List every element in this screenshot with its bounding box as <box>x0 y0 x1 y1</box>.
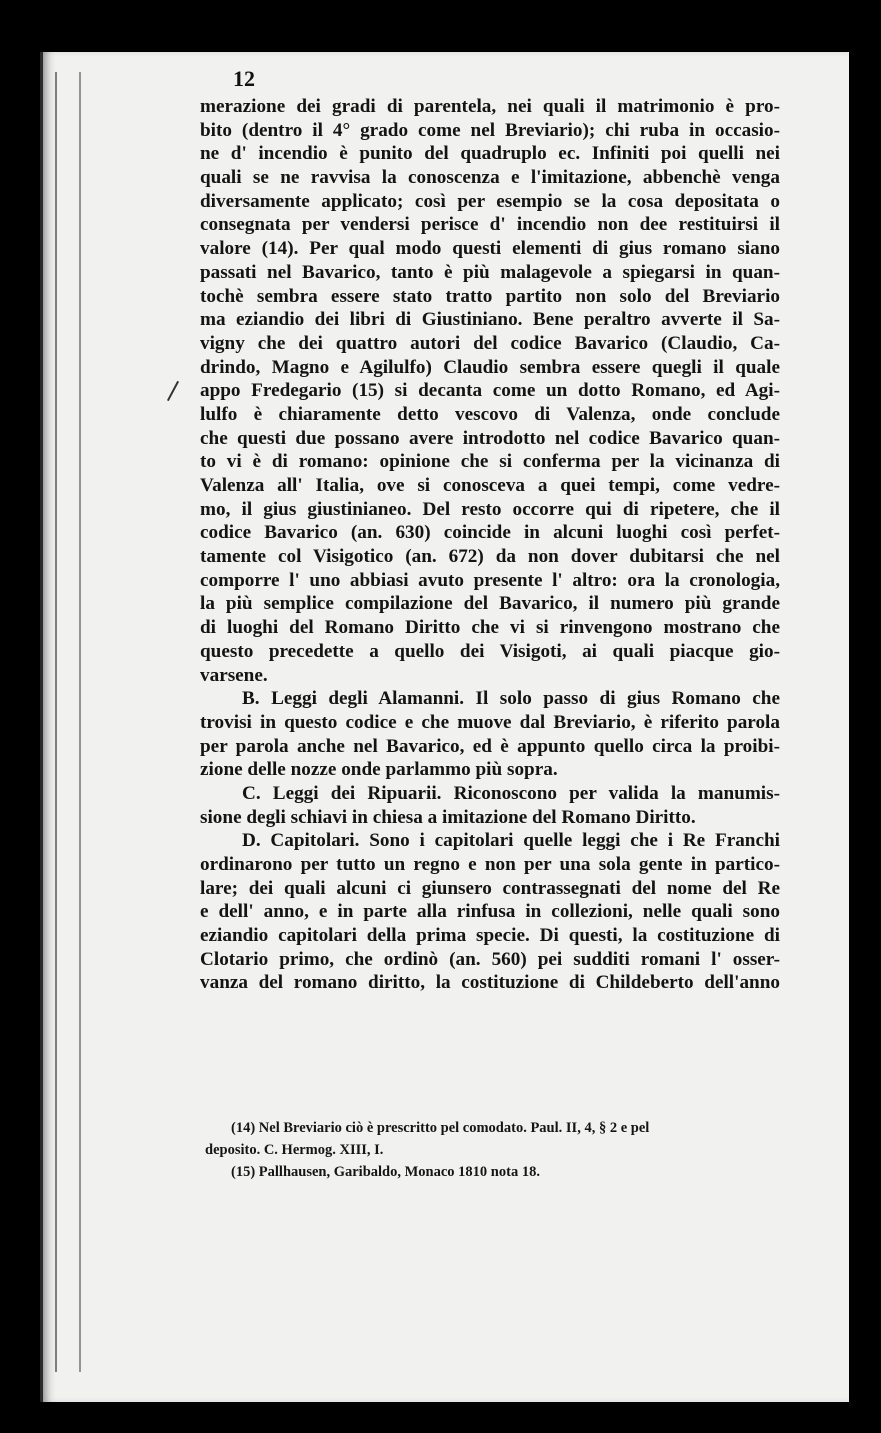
text-line: vanza del romano diritto, la costituzione di Childeberto dell'anno <box>200 972 780 994</box>
page-number: 12 <box>233 66 255 91</box>
section-b-line: B. Leggi degli Alamanni. Il solo passo di gius Romano che <box>242 688 780 710</box>
text-line: tamente col Visigotico (an. 672) da non dover dubitarsi che nel <box>200 546 780 568</box>
text-line: quali se ne ravvisa la conoscenza e l'imitazione, abbenchè venga <box>200 167 780 189</box>
text-line: varsene. <box>200 664 268 686</box>
text-line: zione delle nozze onde parlammo più sopra. <box>200 759 558 781</box>
text-line: to vi è di romano: opinione che si conferma per la vicinanza di <box>200 451 780 473</box>
text-line: sione degli schiavi in chiesa a imitazione del Romano Diritto. <box>200 806 696 828</box>
text-line: comporre l' uno abbiasi avuto presente l' altro: ora la cronologia, <box>200 569 780 591</box>
text-line: per parola anche nel Bavarico, ed è appunto quello circa la proibi- <box>200 735 780 757</box>
text-line: consegnata per vendersi perisce d' incendio non dee restituirsi il <box>200 214 780 236</box>
section-c-line: C. Leggi dei Ripuarii. Riconoscono per valida la manumis- <box>242 782 780 804</box>
text-line: bito (dentro il 4° grado come nel Breviario); chi ruba in occasio- <box>200 119 780 141</box>
text-line: trovisi in questo codice e che muove dal Breviario, è riferito parola <box>200 711 780 733</box>
text-line: valore (14). Per qual modo questi elementi di gius romano siano <box>200 238 780 260</box>
text-line: ordinarono per tutto un regno e non per una sola gente in partico- <box>200 854 780 875</box>
body-text <box>200 95 780 995</box>
text-line: lare; dei quali alcuni ci giunsero contrassegnati del nome del Re <box>200 877 780 899</box>
text-line: drindo, Magno e Agilulfo) Claudio sembra essere quegli il quale <box>200 356 780 378</box>
page-edge-shadow <box>55 72 81 1372</box>
footnote-line: deposito. C. Hermog. XIII, I. <box>205 1142 384 1158</box>
text-line: lulfo è chiaramente detto vescovo di Valenza, onde conclude <box>200 403 780 425</box>
text-line: diversamente applicato; così per esempio se la cosa depositata o <box>200 190 780 212</box>
text-line: vigny che dei quattro autori del codice Bavarico (Claudio, Ca- <box>200 332 780 354</box>
text-line: Valenza all' Italia, ove si conosceva a quei tempi, come vedre- <box>200 475 780 496</box>
text-line: di luoghi del Romano Diritto che vi si rinvengono mostrano che <box>200 617 780 639</box>
text-line: la più semplice compilazione del Bavarico, il numero più grande <box>200 593 780 615</box>
text-line: merazione dei gradi di parentela, nei quali il matrimonio è pro- <box>200 96 780 117</box>
text-line: che questi due possano avere introdotto nel codice Bavarico quan- <box>200 427 780 449</box>
text-line: codice Bavarico (an. 630) coincide in alcuni luoghi così perfet- <box>200 522 780 544</box>
text-line: Clotario primo, che ordinò (an. 560) pei sudditi romani l' osser- <box>200 948 780 970</box>
text-line: ne d' incendio è punito del quadruplo ec. Infiniti poi quelli nei <box>200 143 780 165</box>
text-line: ma eziandio dei libri di Giustiniano. Bene peraltro avverte il Sa- <box>200 309 780 331</box>
footnote-line: (14) Nel Breviario ciò è prescritto pel comodato. Paul. II, 4, § 2 e pel <box>231 1120 650 1136</box>
section-d-line: D. Capitolari. Sono i capitolari quelle leggi che i Re Franchi <box>242 830 780 852</box>
footnotes <box>205 1117 785 1183</box>
text-line: mo, il gius giustinianeo. Del resto occorre qui di ripetere, che il <box>200 498 780 520</box>
text-line: passati nel Bavarico, tanto è più malagevole a spiegarsi in quan- <box>200 261 780 283</box>
text-line: tochè sembra essere stato tratto partito non solo del Breviario <box>200 285 780 307</box>
text-line: e dell' anno, e in parte alla rinfusa in collezioni, nelle quali sono <box>200 901 780 923</box>
text-line: questo precedette a quello dei Visigoti, ai quali piacque gio- <box>200 640 780 662</box>
footnote-separator <box>200 1108 780 1109</box>
text-line: appo Fredegario (15) si decanta come un dotto Romano, ed Agi- <box>200 380 780 402</box>
footnote-line: (15) Pallhausen, Garibaldo, Monaco 1810 nota 18. <box>231 1164 540 1180</box>
text-line: eziandio capitolari della prima specie. Di questi, la costituzione di <box>200 925 780 947</box>
